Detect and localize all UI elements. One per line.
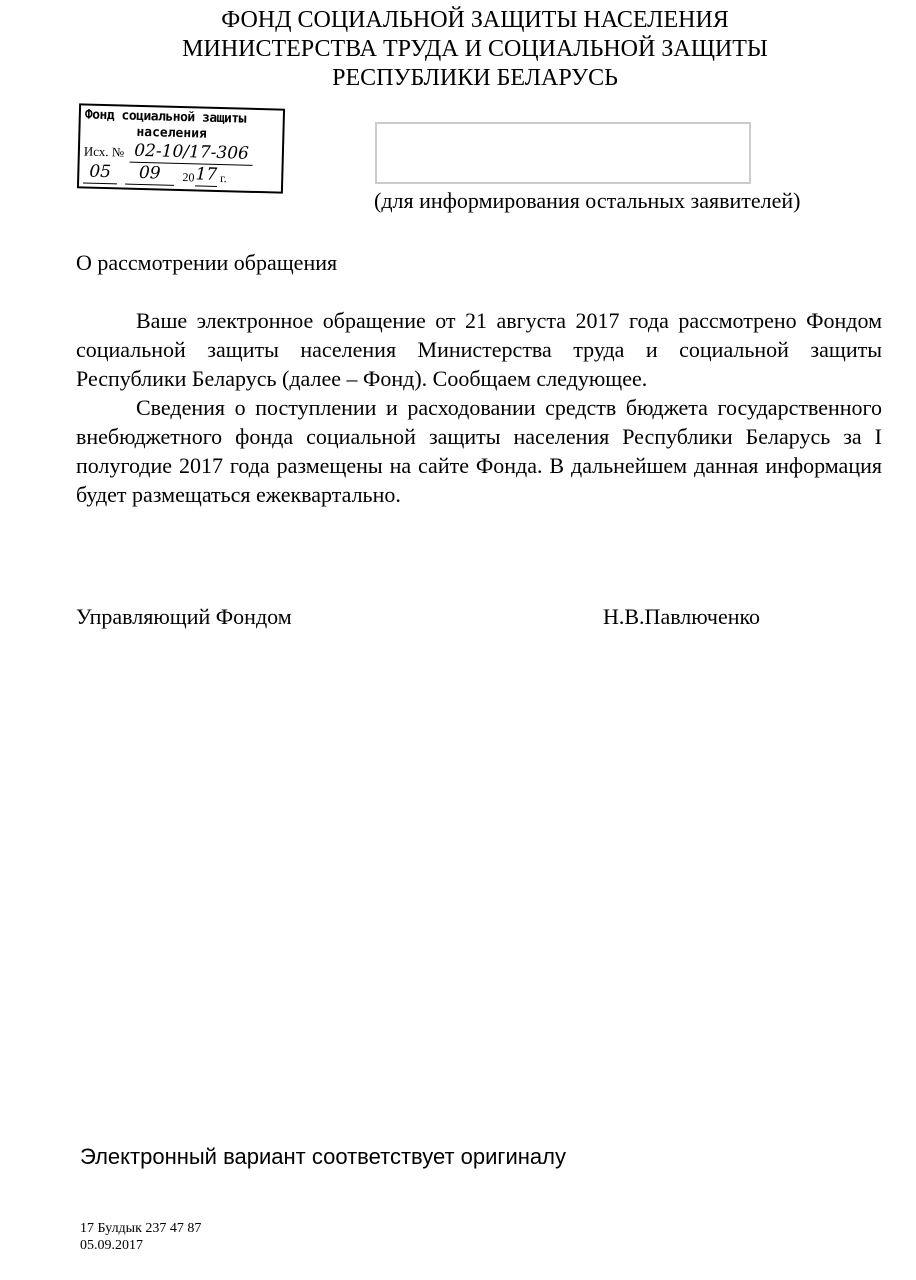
signatory-name: Н.В.Павлюченко [603, 604, 761, 629]
letter-body [76, 306, 882, 509]
body-paragraph: Ваше электронное обращение от 21 августа 2017 года рассмотрено Фондом социальной защиты населения Министерства труда и социальной защиты Республики Беларусь (далее – Фонд). Сообщаем следующее. [76, 308, 882, 391]
letter-subject: О рассмотрении обращения [76, 250, 338, 275]
stamp-out-no: 02-10/17-306 [130, 141, 253, 166]
stamp-org-line1: Фонд социальной защиты [84, 107, 247, 127]
letterhead-line: РЕСПУБЛИКИ БЕЛАРУСЬ [332, 65, 618, 91]
recipient-note: (для информирования остальных заявителей) [374, 188, 801, 213]
stamp-month: 09 [125, 163, 175, 186]
stamp-year-suffix: 17 [195, 164, 218, 185]
stamp-out-no-label: Исх. № [83, 143, 125, 160]
stamp-year-unit: г. [219, 171, 227, 186]
signatory-position: Управляющий Фондом [76, 604, 292, 629]
executor-info: 17 Булдык 237 47 87 [80, 1221, 202, 1236]
footer-date: 05.09.2017 [80, 1238, 143, 1253]
stamp-year-prefix: 20 [182, 170, 195, 185]
letterhead-line: ФОНД СОЦИАЛЬНОЙ ЗАЩИТЫ НАСЕЛЕНИЯ [221, 7, 729, 33]
footer [80, 1220, 201, 1254]
conformity-note: Электронный вариант соответствует оригиналу [80, 1144, 566, 1169]
letterhead [0, 6, 916, 93]
redacted-recipient-box [375, 122, 751, 184]
stamp-org-line2: населения [136, 124, 208, 142]
registration-stamp [77, 103, 285, 193]
body-paragraph: Сведения о поступлении и расходовании средств бюджета государственного внебюджетного фонда социальной защиты населения Республики Беларусь за I полугодие 2017 года размещены на сайте Фонда. В дальнейшем данная информация будет размещаться ежеквартально. [76, 395, 882, 507]
letterhead-line: МИНИСТЕРСТВА ТРУДА И СОЦИАЛЬНОЙ ЗАЩИТЫ [182, 36, 768, 62]
stamp-day: 05 [83, 161, 117, 184]
